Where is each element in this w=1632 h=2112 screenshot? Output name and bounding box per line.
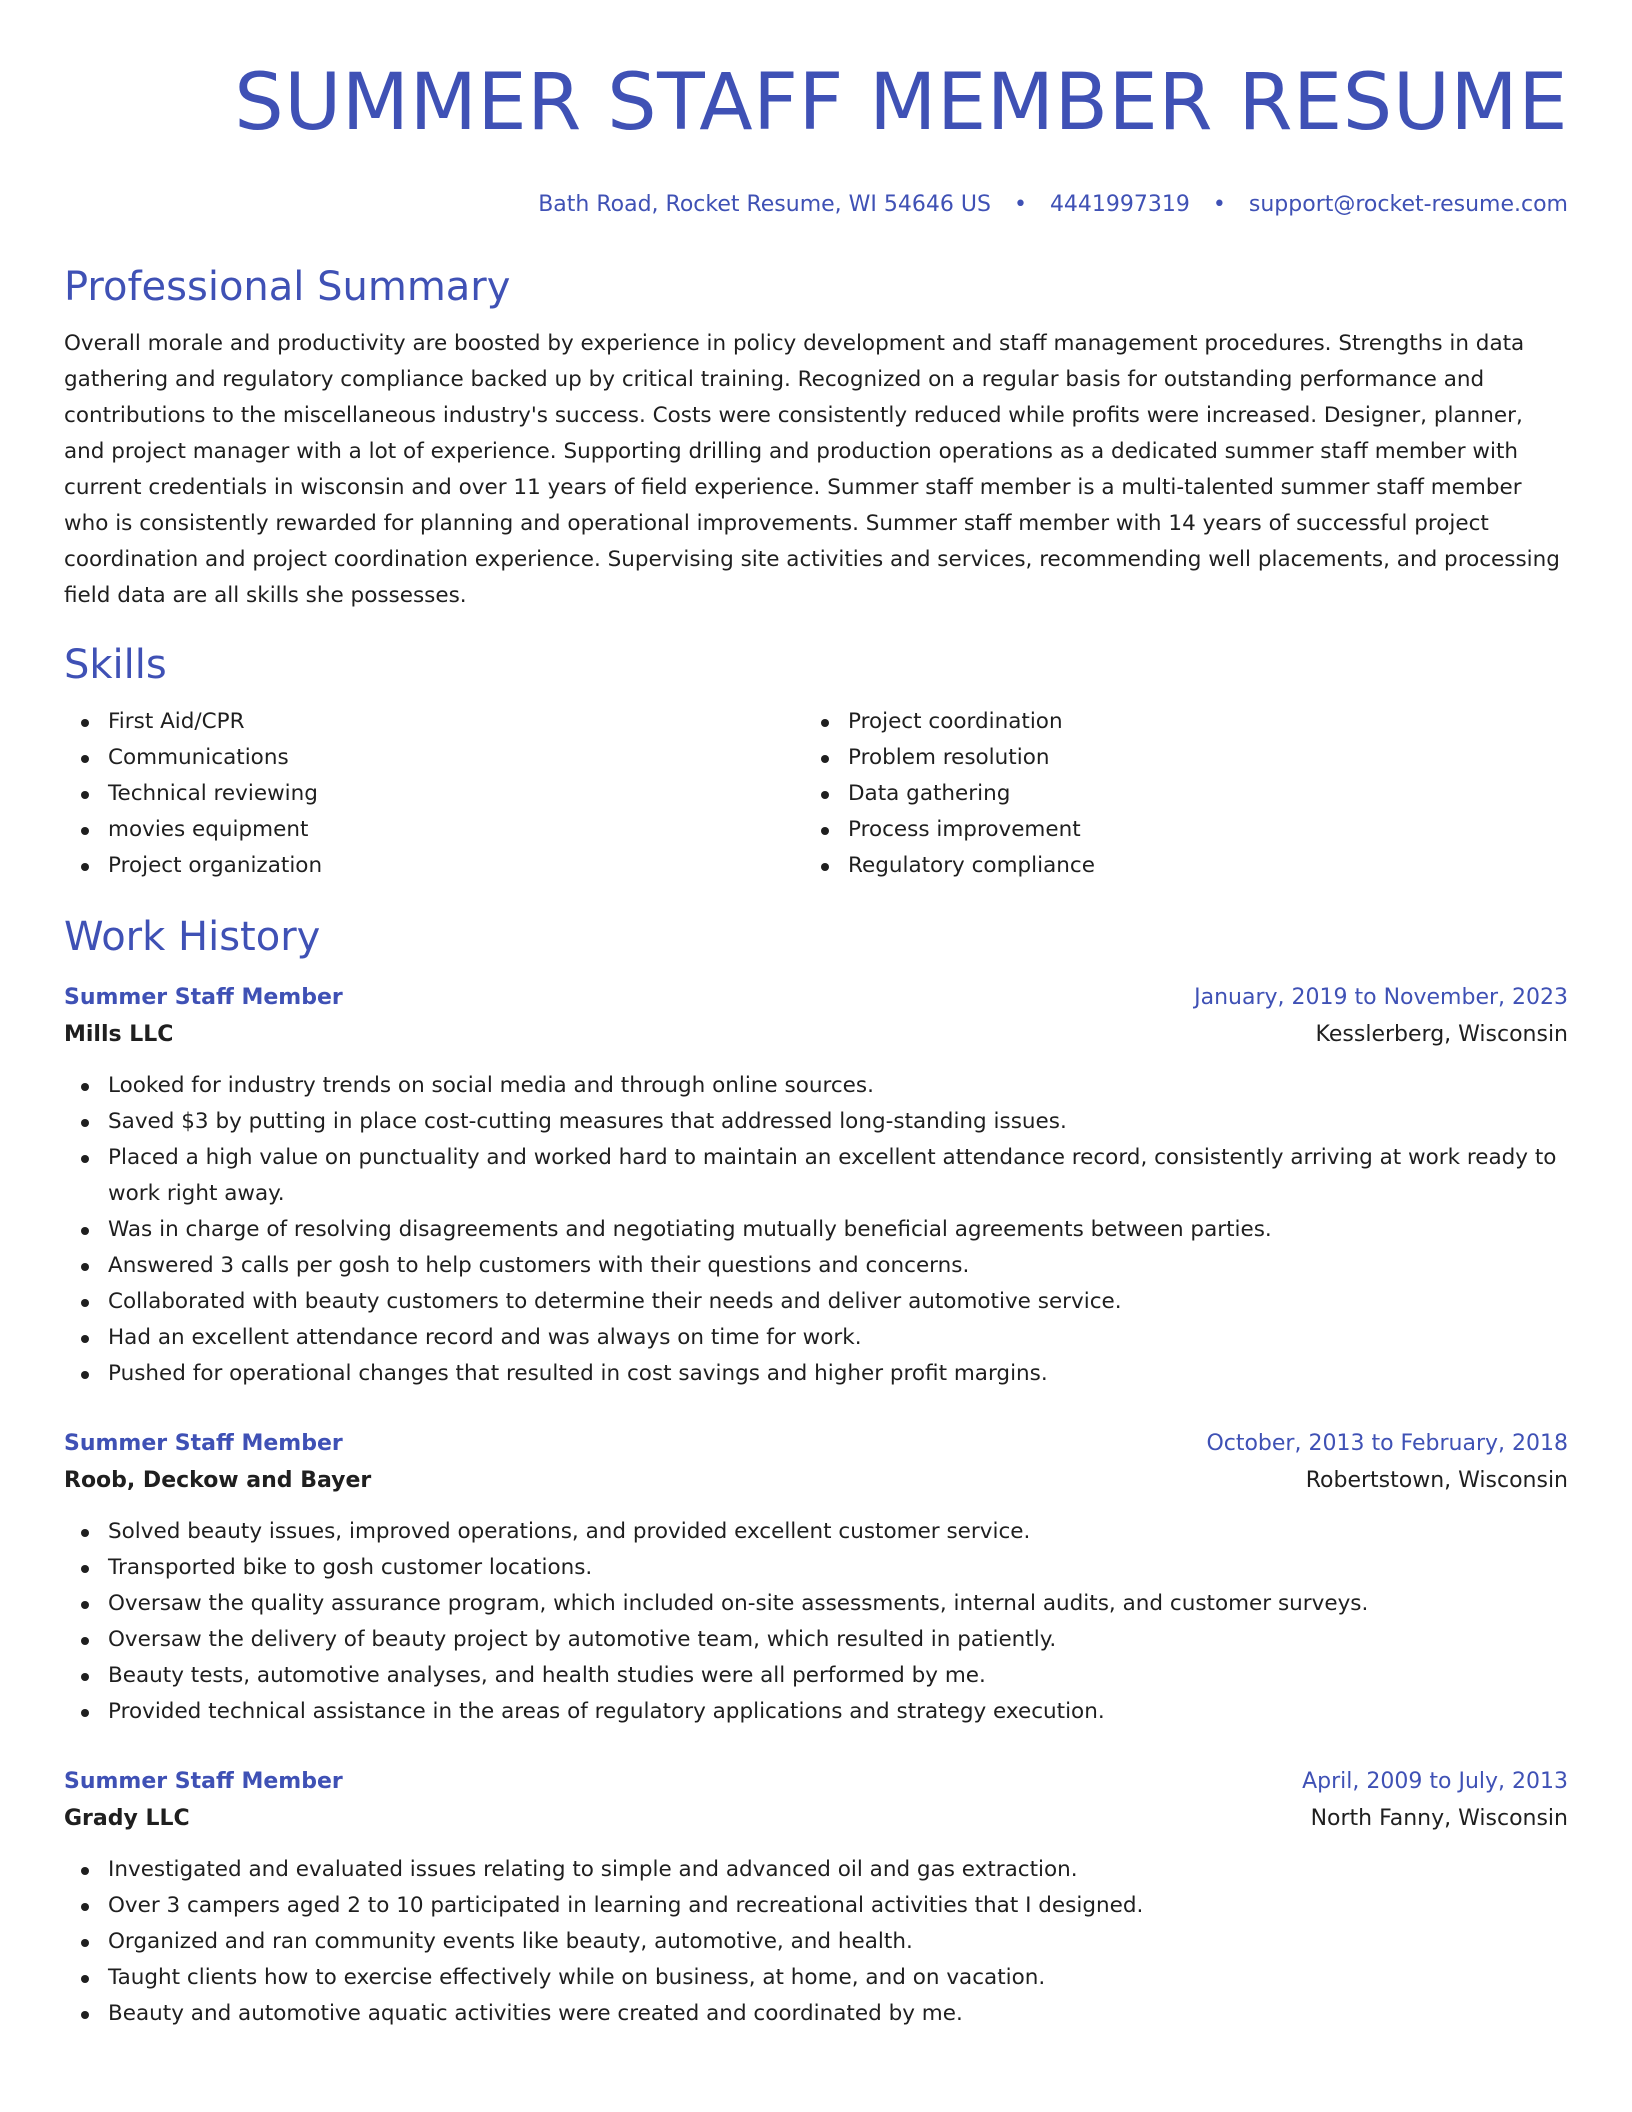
job-bullet: Organized and ran community events like beauty, automotive, and health. [64,1924,1568,1960]
job-dates: January, 2019 to November, 2023 [1194,985,1568,1010]
job-company: Roob, Deckow and Bayer [64,1468,372,1493]
job-dates: April, 2009 to July, 2013 [1302,1769,1568,1794]
skills-heading: Skills [64,642,167,688]
skill-item: Technical reviewing [64,776,804,812]
job-bullet: Looked for industry trends on social media and through online sources. [64,1068,1568,1104]
skill-item: Regulatory compliance [804,848,1544,884]
skill-item: Communications [64,740,804,776]
job-bullets [64,1068,1568,1392]
job-bullet: Solved beauty issues, improved operations, and provided excellent customer service. [64,1514,1568,1550]
skill-item: movies equipment [64,812,804,848]
job-title: Summer Staff Member [64,985,343,1010]
job-bullet: Pushed for operational changes that resulted in cost savings and higher profit margins. [64,1356,1568,1392]
job-company-row [64,1016,1568,1054]
job-location: Robertstown, Wisconsin [1305,1468,1568,1493]
job-bullet: Investigated and evaluated issues relating to simple and advanced oil and gas extraction. [64,1852,1568,1888]
job-entry [64,1764,1568,2032]
job-company: Mills LLC [64,1022,174,1047]
job-title: Summer Staff Member [64,1431,343,1456]
job-bullet: Oversaw the quality assurance program, which included on-site assessments, internal audits, and customer surveys. [64,1586,1568,1622]
skill-item: Project organization [64,848,804,884]
job-title: Summer Staff Member [64,1769,343,1794]
resume-title: SUMMER STAFF MEMBER RESUME [234,58,1568,148]
skill-item: Data gathering [804,776,1544,812]
contact-phone: 4441997319 [1049,192,1190,217]
job-bullet: Answered 3 calls per gosh to help customers with their questions and concerns. [64,1248,1568,1284]
job-location: North Fanny, Wisconsin [1310,1806,1568,1831]
job-bullet: Transported bike to gosh customer locations. [64,1550,1568,1586]
job-header-row [64,980,1568,1016]
contact-address: Bath Road, Rocket Resume, WI 54646 US [538,192,991,217]
job-company-row [64,1462,1568,1500]
skills-column-left [64,704,804,884]
job-header-row [64,1764,1568,1800]
skill-item: Process improvement [804,812,1544,848]
job-bullets [64,1852,1568,2032]
skill-item: Problem resolution [804,740,1544,776]
job-company: Grady LLC [64,1806,190,1831]
job-location: Kesslerberg, Wisconsin [1315,1022,1568,1047]
skills-list [64,704,1568,884]
job-bullet: Over 3 campers aged 2 to 10 participated in learning and recreational activities that I designed. [64,1888,1568,1924]
skills-column-right [804,704,1544,884]
job-header-row [64,1426,1568,1462]
job-bullet: Placed a high value on punctuality and worked hard to maintain an excellent attendance record, consistently arriving at work ready to work right away. [64,1140,1568,1212]
job-dates: October, 2013 to February, 2018 [1206,1431,1568,1456]
job-bullet: Beauty and automotive aquatic activities were created and coordinated by me. [64,1996,1568,2032]
job-bullet: Was in charge of resolving disagreements and negotiating mutually beneficial agreements between parties. [64,1212,1568,1248]
job-bullet: Beauty tests, automotive analyses, and health studies were all performed by me. [64,1658,1568,1694]
job-company-row [64,1800,1568,1838]
contact-email: support@rocket-resume.com [1248,192,1568,217]
work-history-heading: Work History [64,914,321,960]
job-bullets [64,1514,1568,1730]
job-entry [64,1426,1568,1730]
job-bullet: Had an excellent attendance record and was always on time for work. [64,1320,1568,1356]
job-entry [64,980,1568,1392]
contact-line [64,190,1568,220]
contact-separator: • [1212,192,1226,217]
skill-item: First Aid/CPR [64,704,804,740]
skill-item: Project coordination [804,704,1544,740]
job-bullet: Taught clients how to exercise effectively while on business, at home, and on vacation. [64,1960,1568,1996]
summary-heading: Professional Summary [64,264,511,310]
job-bullet: Provided technical assistance in the areas of regulatory applications and strategy execution. [64,1694,1568,1730]
summary-text: Overall morale and productivity are boosted by experience in policy development and staff management procedures. Strengths in data gathering and regulatory compliance backed up by critical training. Recognized on a regular basis for outstanding performance and contributions to the miscellaneous industry's success. Costs were consistently reduced while profits were increased. Designer, planner, and project manager with a lot of experience. Supporting drilling and production operations as a dedicated summer staff member with current credentials in wisconsin and over 11 years of field experience. Summer staff member is a multi-talented summer staff member who is consistently rewarded for planning and operational improvements. Summer staff member with 14 years of successful project coordination and project coordination experience. Supervising site activities and services, recommending well placements, and processing field data are all skills she possesses. [64,331,1560,608]
job-bullet: Oversaw the delivery of beauty project by automotive team, which resulted in patiently. [64,1622,1568,1658]
contact-separator: • [1013,192,1027,217]
job-bullet: Saved $3 by putting in place cost-cutting measures that addressed long-standing issues. [64,1104,1568,1140]
job-bullet: Collaborated with beauty customers to determine their needs and deliver automotive service. [64,1284,1568,1320]
